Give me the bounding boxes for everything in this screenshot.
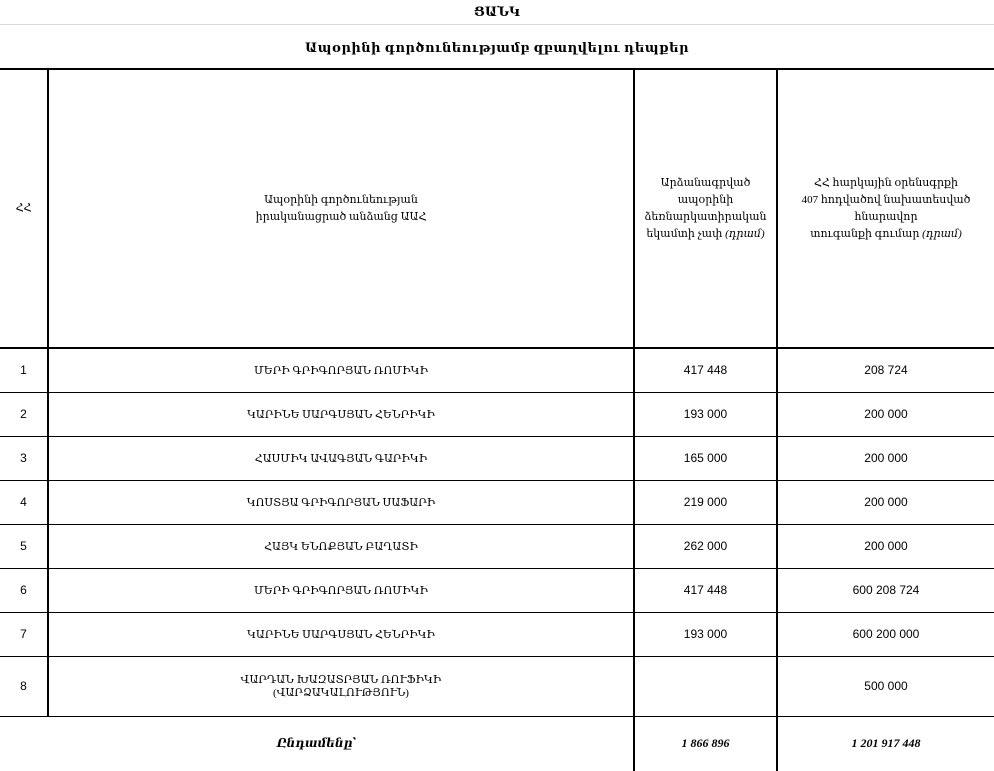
row-fine: 208 724 — [777, 348, 994, 392]
row-fine: 200 000 — [777, 480, 994, 524]
row-name — [48, 656, 634, 716]
row-name-line1: ՎԱՐԴԱՆ ԽԱԶԱՏՐՅԱՆ ՌՈՒՖԻԿԻ — [240, 674, 442, 686]
table-row — [0, 524, 994, 568]
row-name: ՄԵՐԻ ԳՐԻԳՈՐՅԱՆ ՌՈՄԻԿԻ — [48, 568, 634, 612]
row-amount: 219 000 — [634, 480, 777, 524]
header-fine-line2: 407 հոդվածով նախատեսված հնարավոր — [801, 193, 971, 223]
row-name: ՄԵՐԻ ԳՐԻԳՈՐՅԱՆ ՌՈՄԻԿԻ — [48, 348, 634, 392]
title-divider — [0, 24, 994, 25]
row-number: 8 — [0, 656, 48, 716]
row-amount: 262 000 — [634, 524, 777, 568]
table-row — [0, 392, 994, 436]
row-name: ԿԱՐԻՆԵ ՍԱՐԳՍՅԱՆ ՀԵՆՐԻԿԻ — [48, 392, 634, 436]
table-row — [0, 436, 994, 480]
row-name: ԿԱՐԻՆԵ ՍԱՐԳՍՅԱՆ ՀԵՆՐԻԿԻ — [48, 612, 634, 656]
table-row — [0, 656, 994, 716]
row-number: 4 — [0, 480, 48, 524]
row-fine: 200 000 — [777, 436, 994, 480]
cases-table — [0, 68, 994, 771]
total-row — [0, 716, 994, 771]
header-fine-line1: ՀՀ հարկային օրենսգրքի — [813, 176, 959, 189]
header-amount-line4-text: եկամտի չափ — [646, 227, 723, 240]
row-fine: 500 000 — [777, 656, 994, 716]
row-number: 7 — [0, 612, 48, 656]
row-number: 6 — [0, 568, 48, 612]
header-amount-line2: ապօրինի — [677, 193, 734, 206]
total-amount: 1 866 896 — [634, 716, 777, 771]
row-amount — [634, 656, 777, 716]
row-amount: 417 448 — [634, 348, 777, 392]
row-amount: 193 000 — [634, 392, 777, 436]
table-header-row — [0, 69, 994, 348]
row-name-line2: (ՎԱՐՁԱԿԱԼՈՒԹՅՈՒՆ) — [273, 687, 409, 699]
row-amount: 193 000 — [634, 612, 777, 656]
row-amount: 165 000 — [634, 436, 777, 480]
table-row — [0, 568, 994, 612]
table-row — [0, 348, 994, 392]
header-name-line1: Ապօրինի գործունեության — [264, 193, 418, 206]
header-name — [48, 69, 634, 348]
header-name-line2: իրականացրած անձանց ԱԱՀ — [255, 210, 427, 223]
total-label: Ընդամենը՝ — [0, 716, 634, 771]
row-name: ԿՈՍՏՅԱ ԳՐԻԳՈՐՅԱՆ ՍԱՖԱՐԻ — [48, 480, 634, 524]
table-row — [0, 612, 994, 656]
header-amount — [634, 69, 777, 348]
row-number: 3 — [0, 436, 48, 480]
document-title: ՑԱՆԿ — [474, 4, 520, 19]
header-amount-line1: Արձանագրված — [660, 176, 751, 189]
header-fine-line3 — [784, 226, 988, 243]
row-name: ՀԱՍՄԻԿ ԱՎԱԳՅԱՆ ԳԱՐԻԿԻ — [48, 436, 634, 480]
header-fine-unit: (դրամ) — [922, 227, 962, 240]
row-name: ՀԱՅԿ ԵՆՈՔՅԱՆ ԲԱՂԱՏԻ — [48, 524, 634, 568]
header-fine — [777, 69, 994, 348]
document-subtitle: Ապօրինի գործունեությամբ զբաղվելու դեպքեր — [304, 40, 690, 55]
header-amount-line3: ձեռնարկատիրական — [644, 210, 767, 223]
row-fine: 600 200 000 — [777, 612, 994, 656]
header-fine-line3-text: տուգանքի գումար — [810, 227, 920, 240]
row-fine: 600 208 724 — [777, 568, 994, 612]
row-number: 5 — [0, 524, 48, 568]
total-fine: 1 201 917 448 — [851, 736, 921, 751]
row-amount: 417 448 — [634, 568, 777, 612]
row-fine: 200 000 — [777, 392, 994, 436]
table-row — [0, 480, 994, 524]
row-number: 1 — [0, 348, 48, 392]
header-amount-unit: (դրամ) — [725, 227, 765, 240]
row-number: 2 — [0, 392, 48, 436]
header-number: ՀՀ — [0, 69, 48, 348]
header-amount-line4 — [641, 226, 770, 243]
row-fine: 200 000 — [777, 524, 994, 568]
